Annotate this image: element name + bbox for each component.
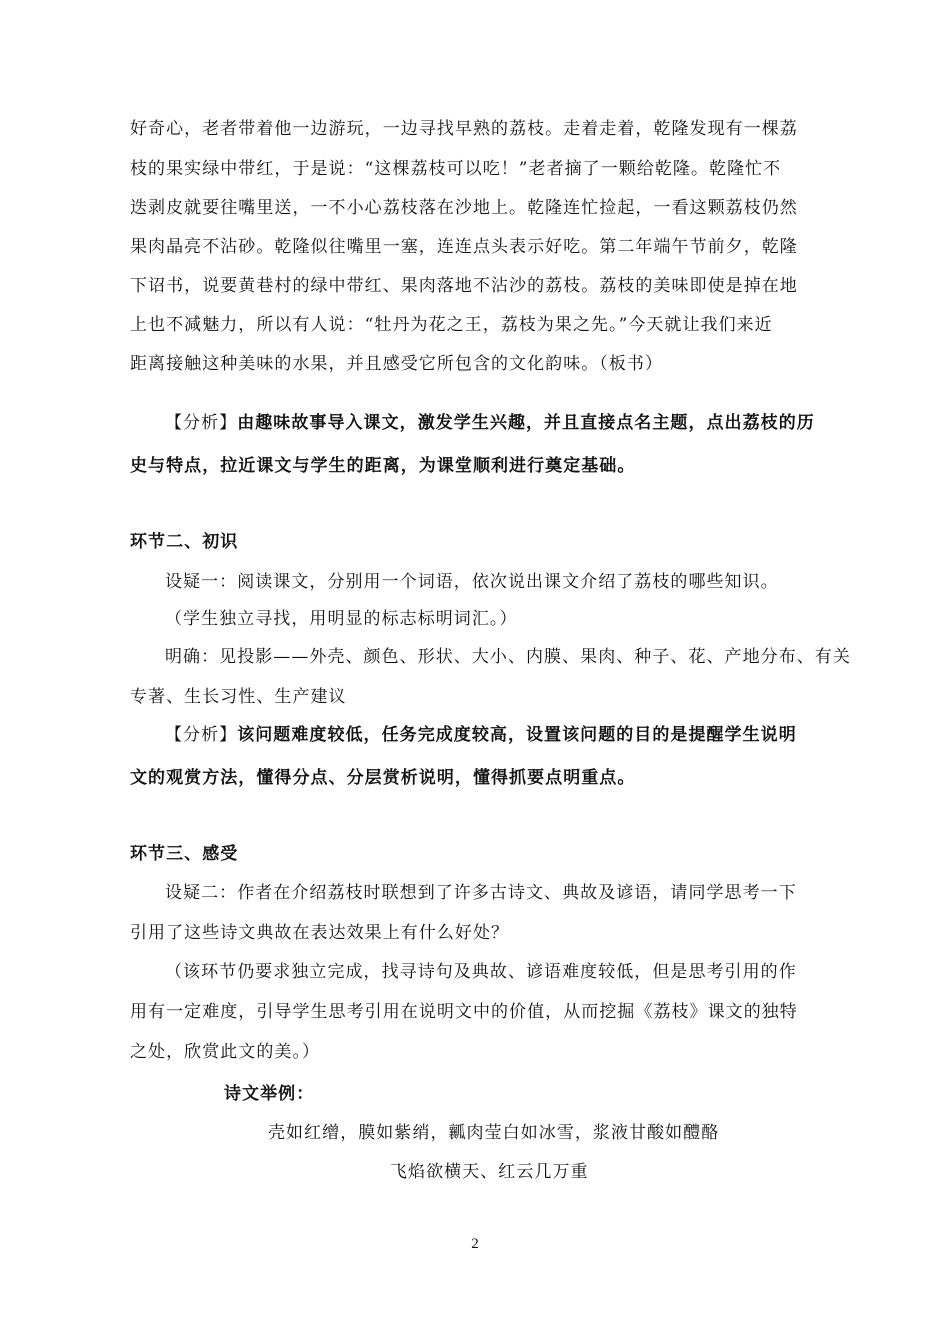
story-line: 下诏书，说要黄巷村的绿中带红、果肉落地不沾沙的荔枝。荔枝的美味即使是掉在地 [130, 276, 798, 296]
analysis-paragraph [165, 724, 835, 746]
answer-text: 明确：见投影——外壳、颜色、形状、大小、内膜、果肉、种子、花、产地分布、有关 [165, 647, 851, 667]
section-heading: 环节三、感受 [130, 844, 239, 864]
story-line: 上也不减魅力，所以有人说：“牡丹为花之王，荔枝为果之先。”今天就让我们来近 [130, 315, 773, 335]
analysis-paragraph [165, 412, 835, 434]
analysis-label: 【分析】 [165, 725, 238, 745]
story-line: 迭剥皮就要往嘴里送，一不小心荔枝落在沙地上。乾隆连忙捡起，一看这颗荔枝仍然 [130, 198, 798, 218]
question-text: 设疑二：作者在介绍荔枝时联想到了许多古诗文、典故及谚语，请同学思考一下 [165, 883, 797, 903]
question-text: 设疑一：阅读课文，分别用一个词语，依次说出课文介绍了荔枝的哪些知识。 [165, 572, 779, 592]
story-line: 距离接触这种美味的水果，并且感受它所包含的文化韵味。（板书） [130, 354, 663, 374]
analysis-text: 该问题难度较低，任务完成度较高，设置该问题的目的是提醒学生说明 [237, 725, 797, 745]
story-line: 好奇心，老者带着他一边游玩，一边寻找早熟的荔枝。走着走着，乾隆发现有一棵荔 [130, 119, 798, 139]
analysis-text: 史与特点，拉近课文与学生的距离，为课堂顺利进行奠定基础。 [130, 456, 636, 476]
note-text: 之处，欣赏此文的美。） [130, 1042, 321, 1062]
examples-heading: 诗文举例： [224, 1084, 315, 1104]
answer-text: 专著、生长习性、生产建议 [130, 687, 347, 707]
story-line: 枝的果实绿中带红，于是说：“这棵荔枝可以吃！”老者摘了一颗给乾隆。乾隆忙不 [130, 159, 782, 179]
story-line: 果肉晶亮不沾砂。乾隆似往嘴里一塞，连连点头表示好吃。第二年端午节前夕，乾隆 [130, 237, 798, 257]
note-text: （该环节仍要求独立完成，找寻诗句及典故、谚语难度较低，但是思考引用的作 [165, 962, 797, 982]
analysis-text: 由趣味故事导入课文，激发学生兴趣，并且直接点名主题，点出荔枝的历 [237, 413, 815, 433]
analysis-label: 【分析】 [165, 413, 238, 433]
poem-example: 壳如红缯，膜如紫绡，瓤肉莹白如冰雪，浆液甘酸如醴酪 [268, 1123, 720, 1143]
question-note: （学生独立寻找，用明显的标志标明词汇。） [165, 609, 518, 629]
page-number: 2 [471, 1236, 479, 1252]
question-text: 引用了这些诗文典故在表达效果上有什么好处？ [130, 923, 510, 943]
poem-example: 飞焰欲横天、红云几万重 [390, 1162, 589, 1182]
analysis-text: 文的观赏方法，懂得分点、分层赏析说明，懂得抓要点明重点。 [130, 768, 636, 788]
section-heading: 环节二、初识 [130, 532, 239, 552]
note-text: 用有一定难度，引导学生思考引用在说明文中的价值，从而挖掘《荔枝》课文的独特 [130, 1002, 798, 1022]
